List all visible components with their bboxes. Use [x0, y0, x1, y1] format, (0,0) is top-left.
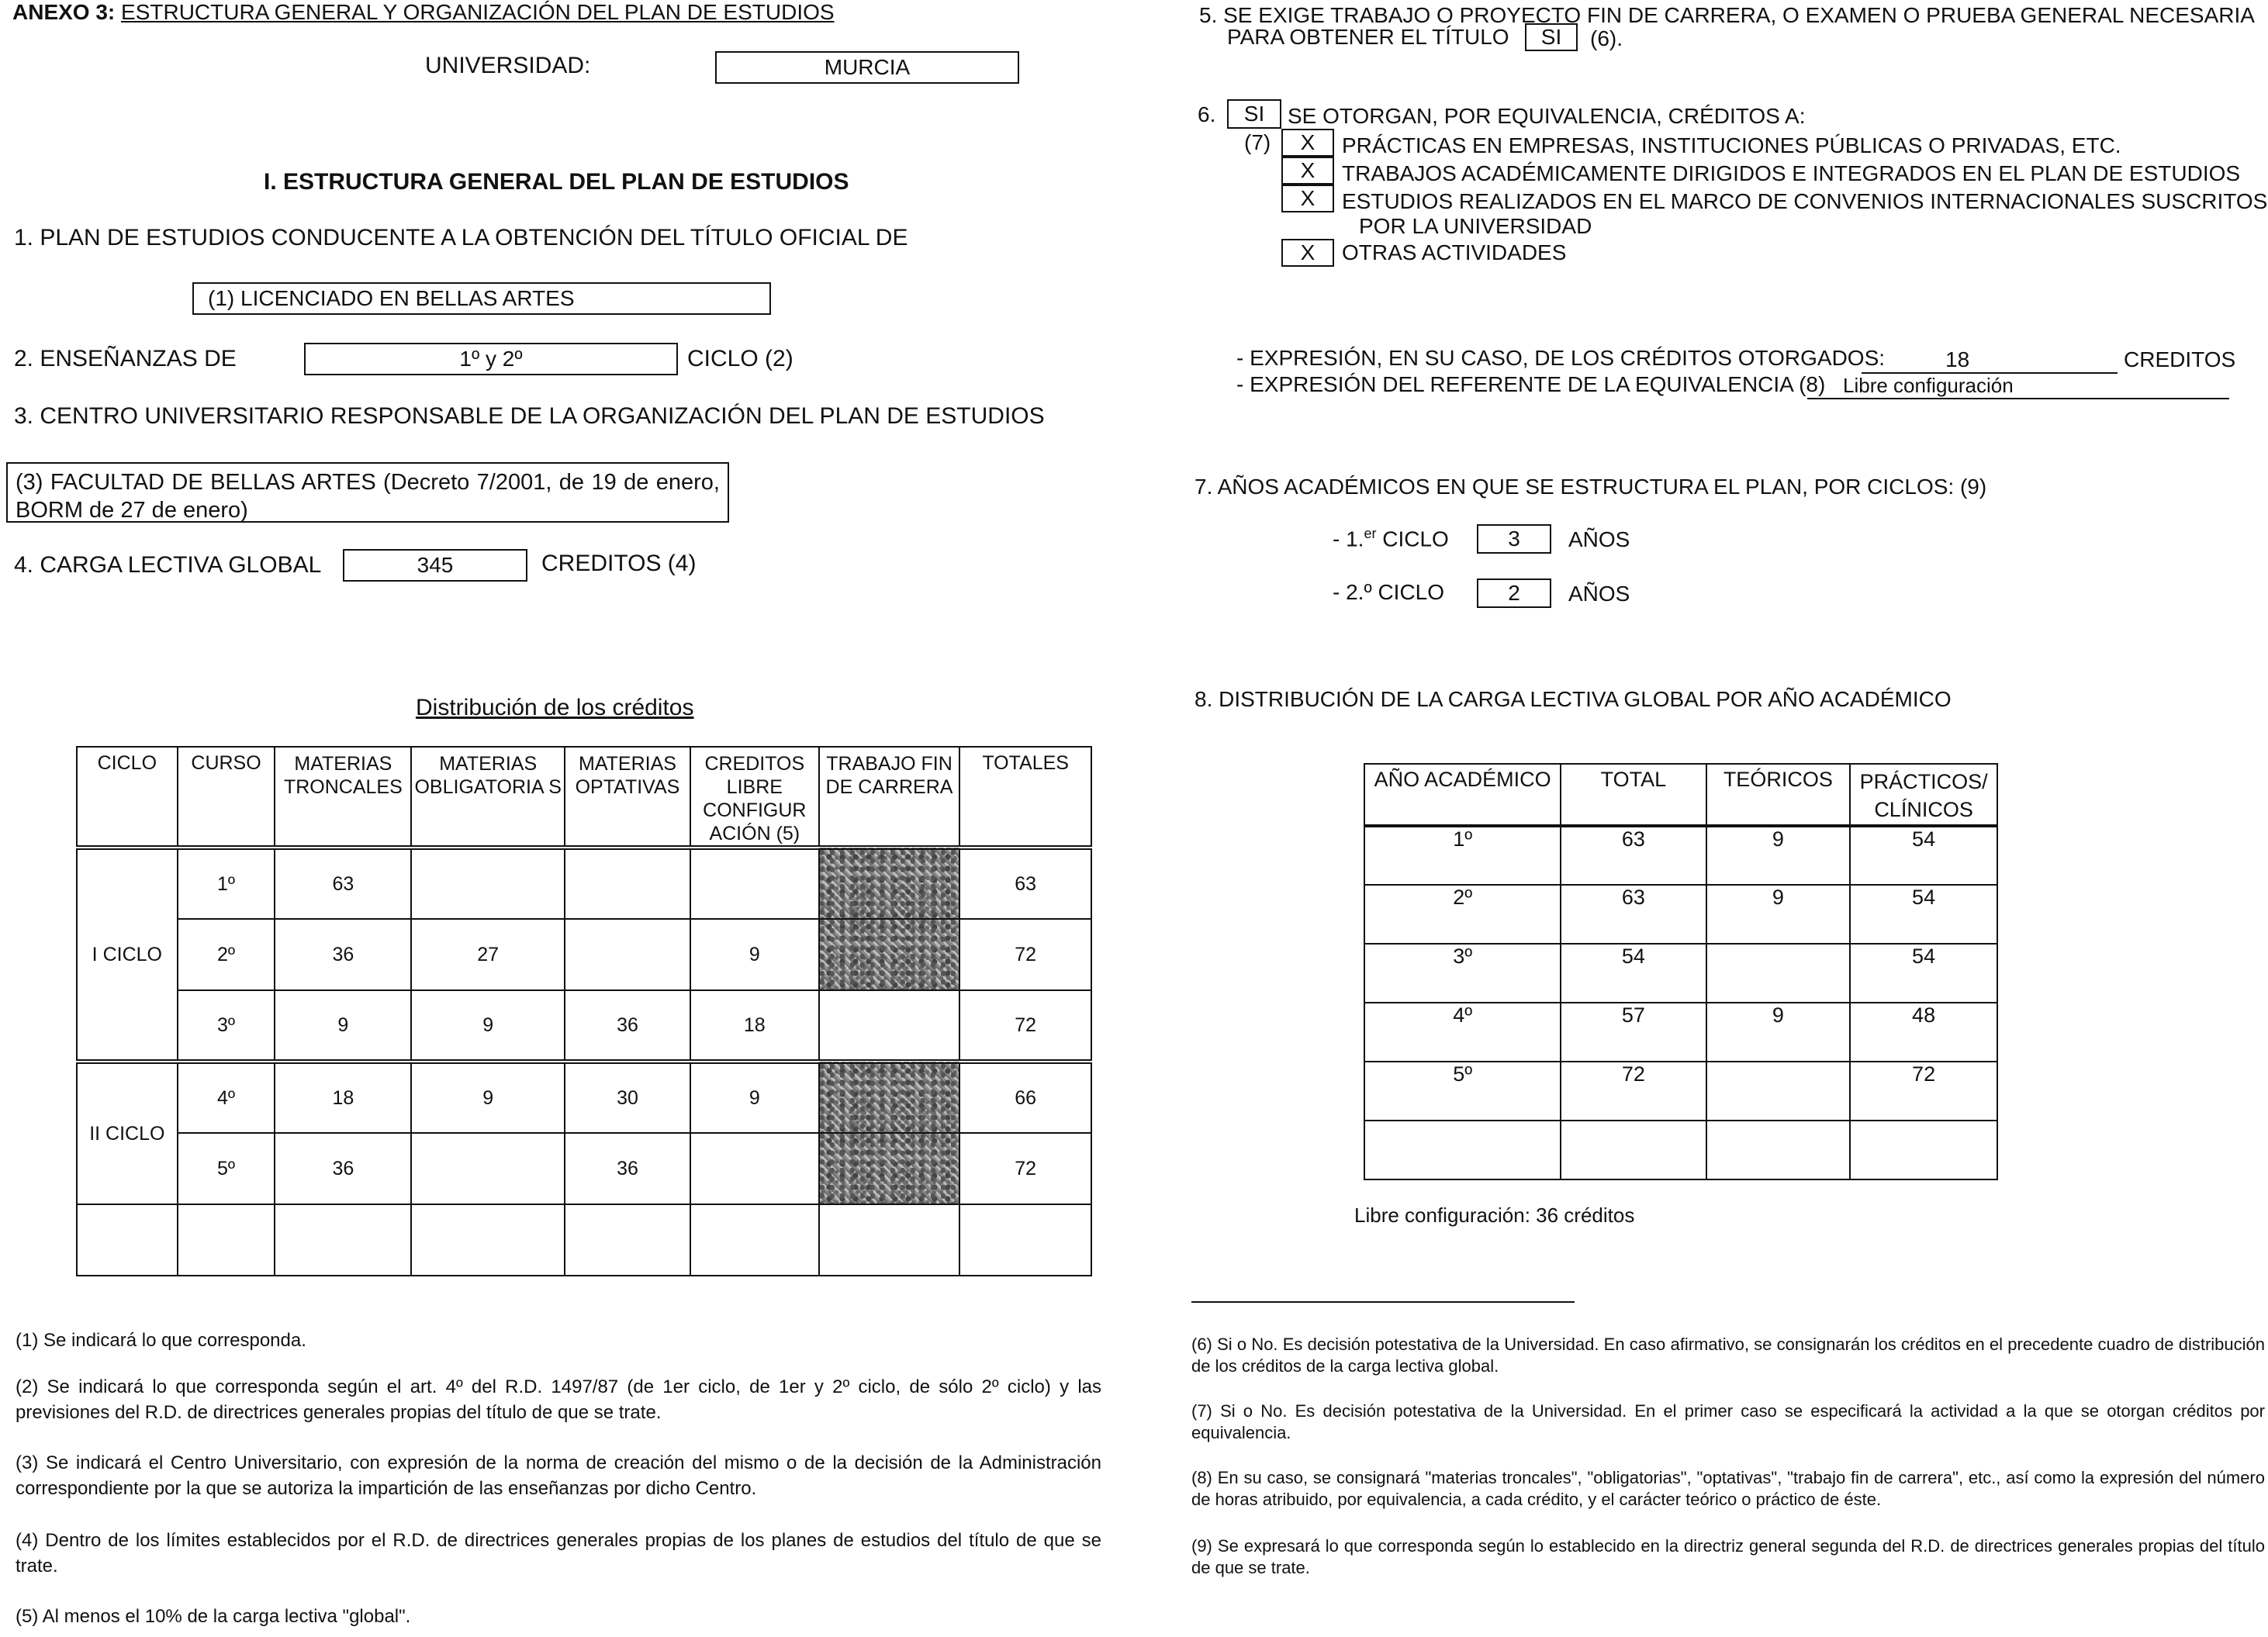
teoricos-cell: 9 — [1706, 826, 1851, 885]
q5-value-box: SI — [1525, 23, 1578, 51]
credit-distribution-title: Distribución de los créditos — [416, 695, 694, 720]
ciclo-1-cell: I CICLO — [77, 848, 178, 1062]
header-practicos: PRÁCTICOS/ CLÍNICOS — [1850, 764, 1997, 826]
header-trabajo-fin-carrera: TRABAJO FIN DE CARRERA — [819, 747, 960, 848]
shaded-cell — [819, 919, 960, 990]
q7-cycle2-label: - 2.º CICLO — [1333, 580, 1445, 604]
q7-cycle1-value-box: 3 — [1477, 524, 1551, 554]
credit-distribution-table — [76, 746, 1092, 1276]
libre-cell: 18 — [690, 990, 819, 1062]
q3-value-box — [6, 462, 729, 523]
header-total: TOTAL — [1561, 764, 1706, 826]
q2-value-box: 1º y 2º — [304, 343, 678, 375]
troncales-cell: 63 — [275, 848, 411, 919]
table-row-empty — [1364, 1121, 1997, 1179]
troncales-cell: 9 — [275, 990, 411, 1062]
optativas-cell: 36 — [565, 1133, 690, 1204]
table-row — [1364, 885, 1997, 944]
optativas-cell: 30 — [565, 1062, 690, 1133]
q6-item1-text: PRÁCTICAS EN EMPRESAS, INSTITUCIONES PÚBLICAS O PRIVADAS, ETC. — [1342, 133, 2121, 157]
ciclo-2-cell: II CICLO — [77, 1062, 178, 1204]
expression-reference-label: - EXPRESIÓN DEL REFERENTE DE LA EQUIVALENCIA (8) — [1236, 372, 1826, 396]
table-row-empty — [77, 1204, 1091, 1276]
obligatorias-cell: 27 — [411, 919, 565, 990]
header-libre-configuracion: CREDITOS LIBRE CONFIGUR ACIÓN (5) — [690, 747, 819, 848]
annex-label: ANEXO 3: — [12, 0, 116, 24]
practicos-cell: 48 — [1850, 1003, 1997, 1062]
q6-item4-text: OTRAS ACTIVIDADES — [1342, 240, 1567, 264]
q6-item4-checkbox: X — [1281, 239, 1334, 267]
teoricos-cell — [1706, 1062, 1851, 1121]
shaded-cell — [819, 1062, 960, 1133]
obligatorias-cell: 9 — [411, 990, 565, 1062]
footnote-divider — [1191, 1301, 1575, 1303]
curso-cell: 5º — [178, 1133, 275, 1204]
practicos-cell: 54 — [1850, 885, 1997, 944]
q6-item3-text: ESTUDIOS REALIZADOS EN EL MARCO DE CONVENIOS INTERNACIONALES SUSCRITOS — [1342, 189, 2268, 213]
total-cell: 66 — [959, 1062, 1091, 1133]
expression-credits-suffix: CREDITOS — [2124, 347, 2236, 371]
total-cell: 72 — [959, 1133, 1091, 1204]
section-title: I. ESTRUCTURA GENERAL DEL PLAN DE ESTUDIOS — [264, 169, 849, 195]
table-row — [77, 990, 1091, 1062]
year-cell: 1º — [1364, 826, 1561, 885]
curso-cell: 2º — [178, 919, 275, 990]
header-ano-academico: AÑO ACADÉMICO — [1364, 764, 1561, 826]
q4-suffix: CREDITOS (4) — [541, 551, 697, 576]
footnote-1: (1) Se indicará lo que corresponda. — [16, 1330, 306, 1351]
annex-title: ESTRUCTURA GENERAL Y ORGANIZACIÓN DEL PLAN DE ESTUDIOS — [121, 0, 835, 24]
libre-cell: 9 — [690, 919, 819, 990]
obligatorias-cell — [411, 848, 565, 919]
curso-cell: 3º — [178, 990, 275, 1062]
footnote-8: (8) En su caso, se consignará "materias troncales", "obligatorias", "optativas", "trabajo fin de carrera", etc., así como la expresión del número de horas atribuido, por equivalencia, a cada crédito, y el carácter teórico o práctico de éste. — [1191, 1468, 2265, 1509]
total-cell: 63 — [1561, 885, 1706, 944]
credit-table-header-row — [77, 747, 1091, 848]
university-label: UNIVERSIDAD: — [425, 53, 591, 78]
q6-item3-continuation: POR LA UNIVERSIDAD — [1359, 214, 1592, 238]
q4-label: 4. CARGA LECTIVA GLOBAL — [14, 552, 322, 578]
annex-heading — [12, 0, 835, 25]
table-row — [1364, 1062, 1997, 1121]
practicos-cell: 54 — [1850, 944, 1997, 1003]
shaded-cell — [819, 848, 960, 919]
optativas-cell — [565, 919, 690, 990]
obligatorias-cell — [411, 1133, 565, 1204]
year-cell: 5º — [1364, 1062, 1561, 1121]
q6-item3-checkbox: X — [1281, 185, 1334, 212]
q7-cycle1-years: AÑOS — [1568, 527, 1630, 551]
q6-ref: (7) — [1244, 130, 1271, 154]
libre-cell — [690, 1133, 819, 1204]
header-teoricos: TEÓRICOS — [1706, 764, 1851, 826]
footnote-9: (9) Se expresará lo que corresponda según lo establecido en la directriz general segunda del R.D. de directrices generales propias del título de que se trate. — [1191, 1536, 2265, 1577]
practicos-cell: 54 — [1850, 826, 1997, 885]
table-row — [1364, 1003, 1997, 1062]
year-cell: 2º — [1364, 885, 1561, 944]
header-optativas: MATERIAS OPTATIVAS — [565, 747, 690, 848]
teoricos-cell — [1706, 944, 1851, 1003]
table-row — [77, 919, 1091, 990]
q6-number: 6. — [1198, 102, 1216, 126]
expression-reference-value: Libre configuración — [1807, 374, 2229, 399]
table-row — [77, 848, 1091, 919]
q5-line1: 5. SE EXIGE TRABAJO O PROYECTO FIN DE CARRERA, O EXAMEN O PRUEBA GENERAL NECESARIA — [1199, 3, 2255, 27]
footnote-3: (3) Se indicará el Centro Universitario, con expresión de la norma de creación del mismo o de la decisión de la Administración correspondiente por la que se autoriza la impartición de las enseñanzas por dicho Centro. — [16, 1452, 1101, 1499]
curso-cell: 1º — [178, 848, 275, 919]
header-troncales: MATERIAS TRONCALES — [275, 747, 411, 848]
q1-value-box: (1) LICENCIADO EN BELLAS ARTES — [192, 282, 771, 315]
troncales-cell: 36 — [275, 919, 411, 990]
footnote-4: (4) Dentro de los límites establecidos por el R.D. de directrices generales propias de los planes de estudios del título de que se trate. — [16, 1530, 1101, 1577]
table-row — [77, 1133, 1091, 1204]
footnote-7: (7) Si o No. Es decisión potestativa de la Universidad. En el primer caso se especificará la actividad a la que se otorgan créditos por equivalencia. — [1191, 1401, 2265, 1442]
troncales-cell: 36 — [275, 1133, 411, 1204]
q6-value-box: SI — [1227, 99, 1281, 129]
q6-item2-text: TRABAJOS ACADÉMICAMENTE DIRIGIDOS E INTEGRADOS EN EL PLAN DE ESTUDIOS — [1342, 161, 2241, 185]
total-cell: 63 — [1561, 826, 1706, 885]
footnote-5: (5) Al menos el 10% de la carga lectiva "global". — [16, 1606, 411, 1627]
q6-item2-checkbox: X — [1281, 157, 1334, 185]
year-distribution-table — [1364, 763, 1998, 1180]
footnote-2: (2) Se indicará lo que corresponda según el art. 4º del R.D. 1497/87 (de 1er ciclo, de 1er y 2º ciclo, de sólo 2º ciclo) y las previsiones del R.D. de directrices generales propias del título de que se trate. — [16, 1376, 1101, 1423]
expression-credits-label: - EXPRESIÓN, EN SU CASO, DE LOS CRÉDITOS OTORGADOS: — [1236, 346, 1886, 370]
empty-cell — [819, 990, 960, 1062]
year-cell: 3º — [1364, 944, 1561, 1003]
teoricos-cell: 9 — [1706, 1003, 1851, 1062]
q7-cycle1-label: - 1.$^{er}$ CICLO — [1333, 526, 1449, 551]
q6-item1-checkbox: X — [1281, 129, 1334, 157]
header-totales: TOTALES — [959, 747, 1091, 848]
q5-suffix: (6). — [1590, 26, 1623, 50]
q2-label: 2. ENSEÑANZAS DE — [14, 346, 237, 371]
q4-value-box: 345 — [343, 549, 527, 582]
q6-text: SE OTORGAN, POR EQUIVALENCIA, CRÉDITOS A: — [1288, 104, 1806, 128]
total-cell: 72 — [959, 990, 1091, 1062]
q3-value: (3) FACULTAD DE BELLAS ARTES (Decreto 7/2001, de 19 de enero, BORM de 27 de enero) — [16, 470, 720, 523]
q3-text: 3. CENTRO UNIVERSITARIO RESPONSABLE DE LA ORGANIZACIÓN DEL PLAN DE ESTUDIOS — [14, 403, 1045, 429]
header-curso: CURSO — [178, 747, 275, 848]
footnote-6: (6) Si o No. Es decisión potestativa de la Universidad. En caso afirmativo, se consignarán los créditos en el precedente cuadro de distribución de los créditos de la carga lectiva global. — [1191, 1335, 2265, 1376]
table-row — [77, 1062, 1091, 1133]
total-cell: 72 — [959, 919, 1091, 990]
total-cell: 57 — [1561, 1003, 1706, 1062]
table-row — [1364, 826, 1997, 885]
year-table-header-row — [1364, 764, 1997, 826]
libre-cell: 9 — [690, 1062, 819, 1133]
teoricos-cell: 9 — [1706, 885, 1851, 944]
troncales-cell: 18 — [275, 1062, 411, 1133]
obligatorias-cell: 9 — [411, 1062, 565, 1133]
header-obligatorias: MATERIAS OBLIGATORIA S — [411, 747, 565, 848]
total-cell: 72 — [1561, 1062, 1706, 1121]
q8-text: 8. DISTRIBUCIÓN DE LA CARGA LECTIVA GLOBAL POR AÑO ACADÉMICO — [1195, 687, 1952, 711]
q7-cycle2-years: AÑOS — [1568, 582, 1630, 606]
libre-cell — [690, 848, 819, 919]
libre-configuracion-note: Libre configuración: 36 créditos — [1354, 1204, 1635, 1227]
optativas-cell: 36 — [565, 990, 690, 1062]
q5-line2: PARA OBTENER EL TÍTULO — [1227, 25, 1509, 49]
shaded-cell — [819, 1133, 960, 1204]
total-cell: 54 — [1561, 944, 1706, 1003]
q1-text: 1. PLAN DE ESTUDIOS CONDUCENTE A LA OBTENCIÓN DEL TÍTULO OFICIAL DE — [14, 225, 908, 250]
optativas-cell — [565, 848, 690, 919]
q7-cycle2-value-box: 2 — [1477, 578, 1551, 608]
header-ciclo: CICLO — [77, 747, 178, 848]
expression-credits-value: 18 — [1862, 347, 2118, 374]
curso-cell: 4º — [178, 1062, 275, 1133]
year-cell: 4º — [1364, 1003, 1561, 1062]
university-value-box: MURCIA — [715, 51, 1019, 84]
total-cell: 63 — [959, 848, 1091, 919]
practicos-cell: 72 — [1850, 1062, 1997, 1121]
table-row — [1364, 944, 1997, 1003]
q7-text: 7. AÑOS ACADÉMICOS EN QUE SE ESTRUCTURA EL PLAN, POR CICLOS: (9) — [1195, 475, 1987, 499]
q2-suffix: CICLO (2) — [687, 346, 793, 371]
